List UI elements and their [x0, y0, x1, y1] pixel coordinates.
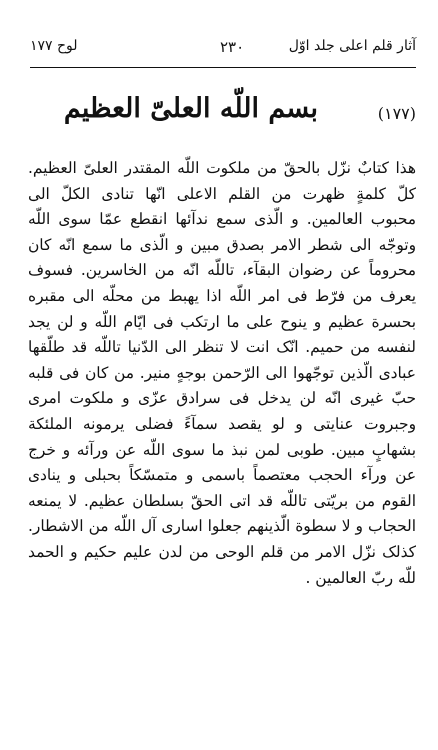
- running-book-title: آثار قلم اعلی جلد اوّل: [288, 38, 416, 54]
- header-rule: [30, 67, 416, 68]
- text-line: وتوجّه الی شطر الامر بصدق مبین و الّذی ما سمع انّه کان: [28, 235, 416, 254]
- text-line: هذا کتابٌ نزّل بالحقّ من ملکوت اللّه المقتدر العلیّ العظیم.: [28, 159, 416, 177]
- text-line: لنفسه من حمیم. انّک انت لا تنظر الی الدّنیا تاللّه قد طلّقها: [28, 338, 416, 357]
- text-line: حبّ غیری انّه لن یدخل فی سرادق عزّی و ملکوت امری: [28, 389, 416, 408]
- text-line: الحجاب و لا سطوة الّذینهم جعلوا اساری آل اللّه من الاشطار.: [28, 517, 416, 536]
- tablet-heading: [30, 93, 416, 141]
- text-line: للّه ربّ العالمین .: [305, 568, 416, 587]
- page-header: [30, 38, 416, 60]
- text-line: کلّ کلمةٍ ظهرت من القلم الاعلی انّها تنادی الکلّ الی: [28, 184, 416, 203]
- text-line: وجبروت عنایتی و لو یقصد سمآءً فضلی یرمونه الملئکة: [28, 414, 416, 433]
- text-line: بحسرة عظیم و ینوح علی ما ارتکب فی ایّام اللّه و لن یجد: [28, 312, 416, 331]
- text-line: یعرف من فرّط فی امر اللّه اذا یهبط من محلّه الی مقبره: [28, 286, 416, 305]
- text-line: کذلک نزّل الامر من قلم الوحی من لدن علیم حکیم و الحمد: [28, 542, 416, 561]
- tablet-number: (۱۷۷): [377, 104, 416, 123]
- text-line: القوم من بریّتی تاللّه قد اتی الحقّ بسلطان عظیم. لا یمنعه: [28, 491, 416, 510]
- text-line: محروماً عن رضوان البقآء، تاللّه انّه من الخاسرین. فسوف: [28, 261, 416, 280]
- text-line: عبادی الّذین توجّهوا الی الرّحمن بوجهٍ منیر. من کان فی قلبه: [28, 363, 416, 382]
- text-line: بشهابٍ مبین. طوبی لمن نبذ ما سوی اللّه عن ورآئه و خرج: [28, 440, 416, 459]
- basmala-heading: بسم اللّه العلیّ العظیم: [63, 93, 318, 124]
- running-tablet-label: لوح ۱۷۷: [30, 38, 78, 54]
- page-number: ۲۳۰: [220, 38, 245, 56]
- tablet-body: [28, 156, 416, 591]
- text-line: عن ورآء الحجب معتصماً باسمی و متمسّکاً بحبلی و ینادی: [28, 466, 416, 485]
- text-line: محبوب العالمین. و الّذی سمع ندآئها انقطع عمّا سوی اللّه: [28, 210, 416, 229]
